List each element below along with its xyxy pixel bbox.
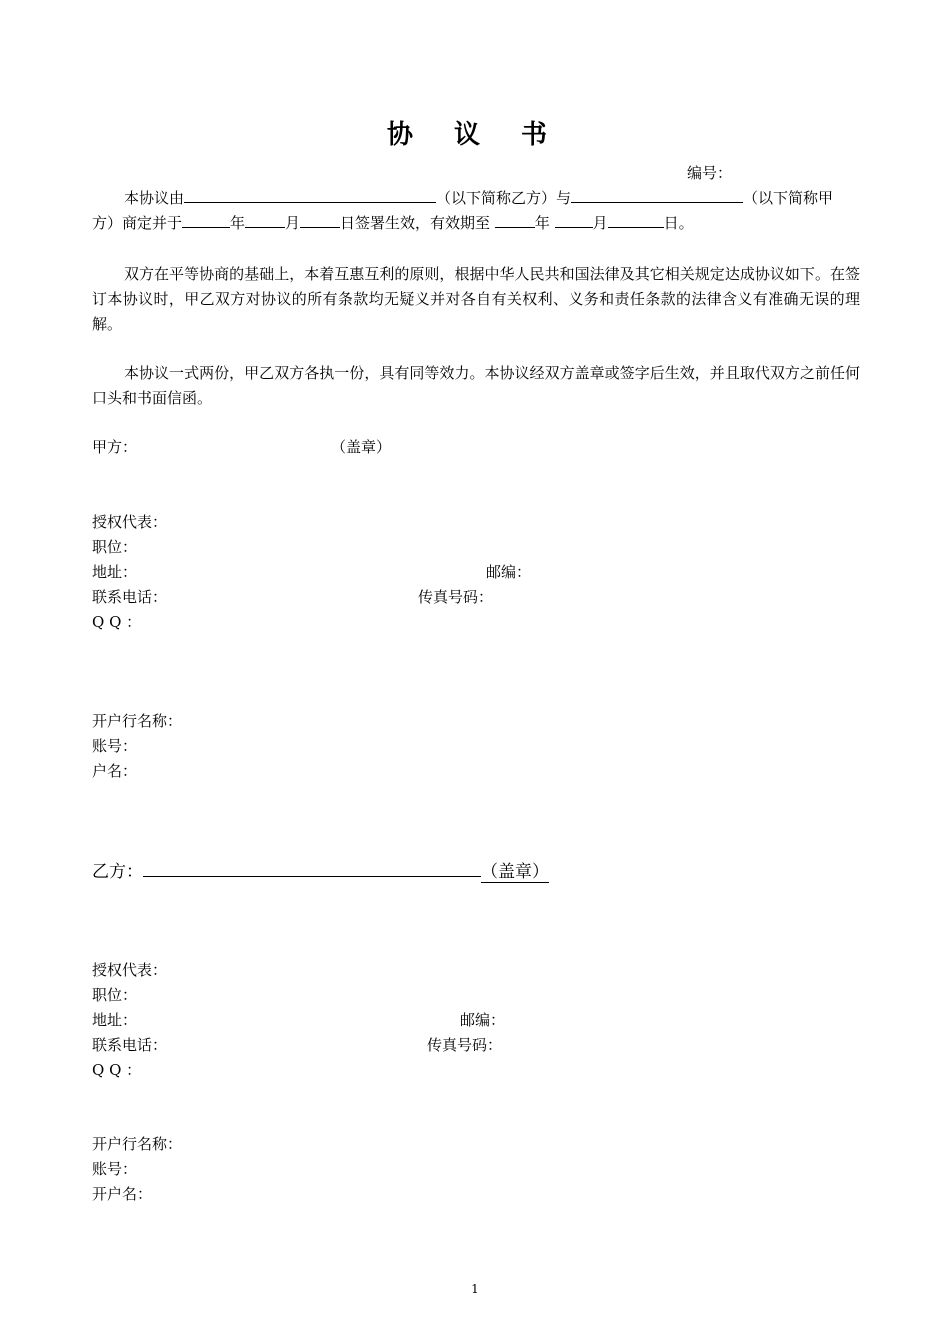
number-label: 编号： <box>687 164 733 182</box>
party-a-account-name: 户名： <box>92 762 138 780</box>
intro-text-2: （以下简称乙方）与 <box>436 189 572 207</box>
party-a-address: 地址： <box>92 563 138 581</box>
party-a-fax: 传真号码： <box>418 588 494 606</box>
party-a-position: 职位： <box>92 538 138 556</box>
party-a-name-blank[interactable] <box>571 188 743 203</box>
party-b-seal: （盖章） <box>481 862 549 882</box>
party-a-label: 甲方： <box>92 438 138 456</box>
party-a-rep: 授权代表： <box>92 513 168 531</box>
party-b-fax: 传真号码： <box>427 1036 503 1054</box>
sign-year-blank[interactable] <box>182 213 230 228</box>
party-b-position: 职位： <box>92 986 138 1004</box>
expiry-day-label: 日。 <box>663 214 694 232</box>
party-b-account: 账号： <box>92 1160 138 1178</box>
year-label: 年 <box>230 214 246 232</box>
expiry-day-blank[interactable] <box>608 213 664 228</box>
intro-text-1: 本协议由 <box>124 189 185 207</box>
sign-month-blank[interactable] <box>245 213 285 228</box>
document-title: 协 议 书 <box>386 120 564 150</box>
party-b-postcode: 邮编： <box>460 1011 506 1029</box>
expiry-month-blank[interactable] <box>555 213 593 228</box>
page-number: 1 <box>471 1282 479 1296</box>
party-a-seal: （盖章） <box>331 438 392 456</box>
party-b-phone: 联系电话： <box>92 1036 168 1054</box>
month-label: 月 <box>285 214 301 232</box>
party-b-bank: 开户行名称： <box>92 1135 183 1153</box>
expiry-year-label: 年 <box>534 214 550 232</box>
intro-text-5: 日签署生效，有效期至 <box>340 214 491 232</box>
expiry-year-blank[interactable] <box>495 213 535 228</box>
party-b-name-blank[interactable] <box>184 188 436 203</box>
intro-line-2 <box>92 213 694 233</box>
party-a-account: 账号： <box>92 737 138 755</box>
party-b-line <box>92 858 549 884</box>
paragraph-principles: 双方在平等协商的基础上，本着互惠互利的原则，根据中华人民共和国法律及其它相关规定达成协议如下。在签订本协议时，甲乙双方对协议的所有条款均无疑义并对各自有关权利、义务和责任条款的法律含义有准确无误的理解。 <box>92 265 860 333</box>
intro-text-3: （以下简称甲 <box>743 189 834 207</box>
sign-day-blank[interactable] <box>300 213 340 228</box>
party-b-rep: 授权代表： <box>92 961 168 979</box>
party-b-qq: Q Q ： <box>92 1061 142 1079</box>
party-b-name-blank[interactable] <box>143 858 481 877</box>
party-a-phone: 联系电话： <box>92 588 168 606</box>
party-a-qq: Q Q ： <box>92 613 142 631</box>
party-a-bank: 开户行名称： <box>92 712 183 730</box>
intro-text-4: 方）商定并于 <box>92 214 183 232</box>
party-b-label: 乙方： <box>92 862 143 882</box>
paragraph-validity: 本协议一式两份，甲乙双方各执一份，具有同等效力。本协议经双方盖章或签字后生效，并且取代双方之前任何口头和书面信函。 <box>92 364 860 407</box>
intro-line-1 <box>124 188 833 208</box>
expiry-month-label: 月 <box>592 214 608 232</box>
party-a-postcode: 邮编： <box>486 563 532 581</box>
party-b-account-name: 开户名： <box>92 1185 153 1203</box>
party-b-address: 地址： <box>92 1011 138 1029</box>
